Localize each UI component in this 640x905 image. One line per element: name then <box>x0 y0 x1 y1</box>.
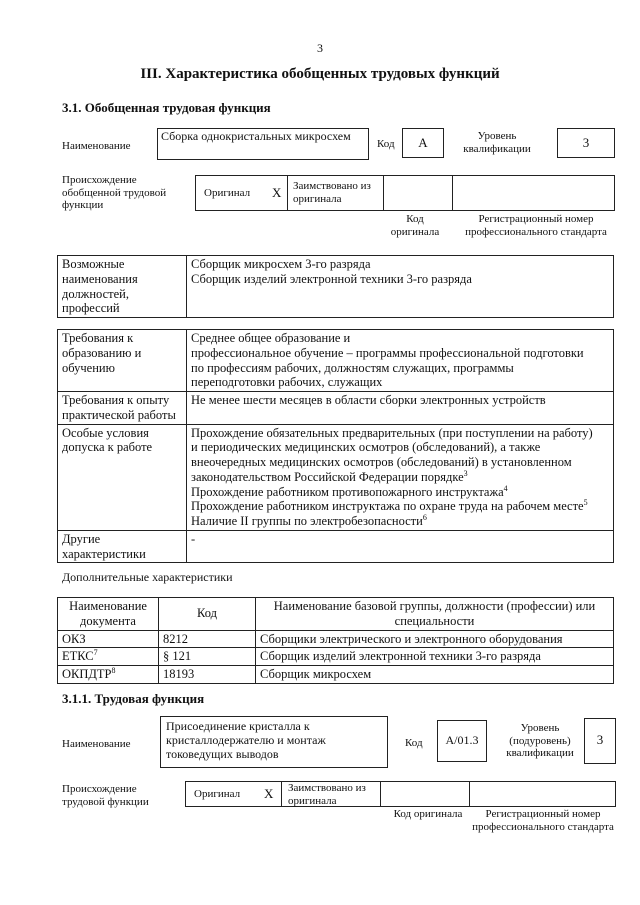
list-item: законодательством Российской Федерации порядке$^3$ <box>191 468 468 484</box>
section-title: III. Характеристика обобщенных трудовых функций <box>140 66 500 82</box>
tf-level-box <box>584 718 616 764</box>
gtf-code-label: Код <box>377 138 395 150</box>
gtf-borrowed-label: Заимствовано из оригинала <box>293 180 371 205</box>
page-number: 3 <box>317 41 323 55</box>
list-item: по профессиям рабочих, должностям служащих, программы <box>191 360 514 375</box>
gtf-original-label: Оригинал <box>204 187 251 199</box>
list-item: Сборщик изделий электронной техники 3-го разряда <box>191 271 472 286</box>
table-row <box>58 330 614 392</box>
tf-code-label: Код <box>405 737 423 749</box>
gtf-level-box <box>557 128 615 158</box>
list-item: Не менее шести месяцев в области сборки электронных устройств <box>191 393 546 407</box>
tf-heading: 3.1.1. Трудовая функция <box>62 691 205 706</box>
tf-level-label: Уровень (подуровень) квалификации <box>506 722 574 760</box>
req-experience-label: Требования к опыту практической работы <box>58 392 187 425</box>
req-education-value <box>187 330 614 392</box>
additional-header-doc: Наименование документа <box>58 598 159 631</box>
list-item: Прохождение работником противопожарного инструктажа$^4$ <box>191 483 508 499</box>
table-row <box>58 392 614 425</box>
list-item: профессиональное обучение – программы профессиональной подготовки <box>191 345 584 360</box>
table-row <box>58 530 614 563</box>
gtf-code-box <box>402 128 444 158</box>
req-other-label: Другие характеристики <box>58 530 187 563</box>
req-other-value <box>187 530 614 563</box>
list-item: и периодических медицинских осмотров (обследований), а также <box>191 440 541 455</box>
tf-origin-label: Происхождение трудовой функции <box>62 783 149 808</box>
additional-code-okz: 8212 <box>159 630 256 648</box>
gtf-code-original-label: Код оригинала <box>390 213 440 238</box>
gtf-name-box <box>157 128 369 160</box>
req-conditions-value <box>187 424 614 530</box>
additional-doc-etks: ЕТКС$^7$ <box>58 648 159 666</box>
table-row <box>58 648 614 666</box>
additional-title: Дополнительные характеристики <box>62 570 233 584</box>
table-row <box>58 598 614 631</box>
additional-header-name: Наименование базовой группы, должности (профессии) или специальности <box>256 598 614 631</box>
gtf-name-label: Наименование <box>62 140 131 152</box>
gtf-level-label: Уровень квалификации <box>463 130 531 155</box>
tf-original-mark: X <box>264 786 274 801</box>
tf-code-original-label: Код оригинала <box>393 808 463 820</box>
tf-borrowed-label: Заимствовано из оригинала <box>288 782 366 807</box>
tf-reg-number-label: Регистрационный номер профессионального стандарта <box>472 808 614 833</box>
tf-name-box <box>160 716 388 768</box>
additional-name-etks: Сборщик изделий электронной техники 3-го разряда <box>256 648 614 666</box>
list-item: - <box>191 531 196 546</box>
gtf-original-mark: X <box>272 185 282 200</box>
positions-label: Возможные наименования должностей, профессий <box>58 256 187 318</box>
additional-doc-okpdtr: ОКПДТР$^8$ <box>58 666 159 684</box>
gtf-heading: 3.1. Обобщенная трудовая функция <box>62 100 271 115</box>
list-item: Прохождение работником инструктажа по охране труда на рабочем месте$^5$ <box>191 498 588 514</box>
additional-name-okpdtr: Сборщик микросхем <box>256 666 614 684</box>
gtf-reg-number-label: Регистрационный номер профессионального стандарта <box>465 213 607 238</box>
positions-values <box>187 256 614 318</box>
tf-level-value: 3 <box>596 732 604 747</box>
table-row <box>58 666 614 684</box>
gtf-level-value: 3 <box>582 135 590 150</box>
additional-header-code: Код <box>159 598 256 631</box>
additional-doc-okz: ОКЗ <box>58 630 159 648</box>
req-education-label: Требования к образованию и обучению <box>58 330 187 392</box>
table-row <box>58 256 614 318</box>
gtf-origin-box <box>195 175 615 211</box>
tf-original-label: Оригинал <box>194 788 241 800</box>
additional-name-okz: Сборщики электрического и электронного оборудования <box>256 630 614 648</box>
tf-code-value: A/01.3 <box>445 733 479 747</box>
table-row <box>58 630 614 648</box>
tf-name-label: Наименование <box>62 738 131 750</box>
req-conditions-label: Особые условия допуска к работе <box>58 424 187 530</box>
gtf-code-value: A <box>418 135 428 150</box>
list-item: переподготовки рабочих, служащих <box>191 375 383 390</box>
req-experience-value <box>187 392 614 425</box>
tf-code-box <box>437 720 487 762</box>
additional-code-okpdtr: 18193 <box>159 666 256 684</box>
tf-name-value: Присоединение кристалла к кристаллодержателю и монтаж токоведущих выводов <box>166 719 326 761</box>
additional-table <box>57 597 614 684</box>
list-item: Среднее общее образование и <box>191 331 351 345</box>
list-item: Прохождение обязательных предварительных (при поступлении на работу) <box>191 425 593 440</box>
table-row <box>58 424 614 530</box>
tf-origin-box <box>185 781 616 807</box>
gtf-name-value: Сборка однокристальных микросхем <box>161 129 351 143</box>
positions-table <box>57 255 614 318</box>
list-item: Наличие II группы по электробезопасности$^6$ <box>191 512 427 528</box>
additional-code-etks: § 121 <box>159 648 256 666</box>
list-item: Сборщик микросхем 3-го разряда <box>191 257 371 271</box>
list-item: внеочередных медицинских осмотров (обследований) в установленном <box>191 455 572 469</box>
gtf-origin-label: Происхождение обобщенной трудовой функции <box>62 174 167 212</box>
requirements-table <box>57 329 614 563</box>
